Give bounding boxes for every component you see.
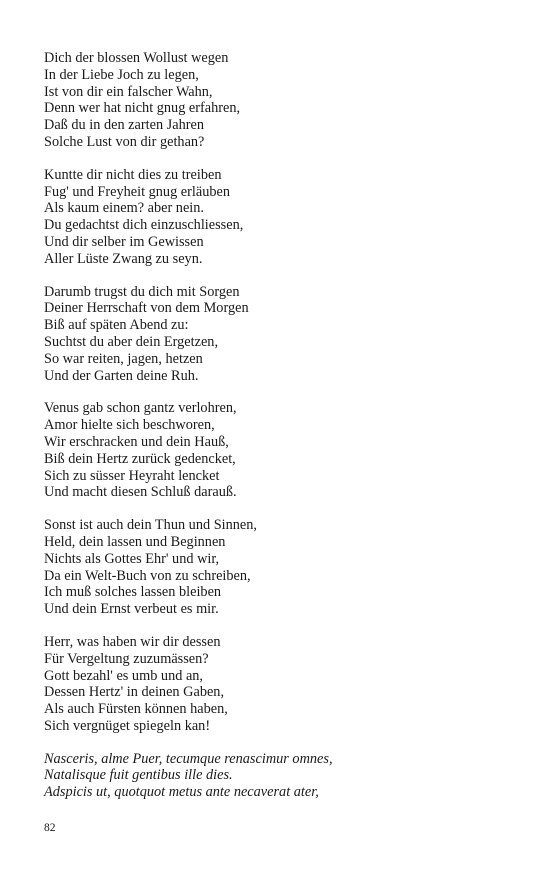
verse-line: Sonst ist auch dein Thun und Sinnen,	[44, 517, 257, 534]
verse-line: Daß du in den zarten Jahren	[44, 117, 204, 134]
verse-line: Herr, was haben wir dir dessen	[44, 633, 221, 650]
verse-line: Amor hielte sich beschworen,	[44, 417, 215, 434]
stanza-4	[44, 400, 514, 501]
verse-line: So war reiten, jagen, hetzen	[44, 350, 203, 367]
latin-verse-line: Adspicis ut, quotquot metus ante necaverat ater,	[44, 784, 319, 801]
verse-line: Darumb trugst du dich mit Sorgen	[44, 283, 240, 300]
verse-line: Dessen Hertz' in deinen Gaben,	[44, 684, 225, 701]
verse-line: Du gedachtst dich einzuschliessen,	[44, 217, 244, 234]
verse-line: Als auch Fürsten können haben,	[44, 701, 228, 718]
verse-line: Kuntte dir nicht dies zu treiben	[44, 166, 222, 183]
verse-line: Venus gab schon gantz verlohren,	[44, 400, 237, 417]
verse-line: Sich vergnüget spiegeln kan!	[44, 717, 211, 734]
stanza-6	[44, 634, 514, 735]
verse-line: Biß dein Hertz zurück gedencket,	[44, 450, 236, 467]
verse-line: Und der Garten deine Ruh.	[44, 367, 199, 384]
verse-line: Nichts als Gottes Ehr' und wir,	[44, 550, 220, 567]
stanza-1	[44, 50, 514, 151]
verse-line: Ich muß solches lassen bleiben	[44, 584, 222, 601]
verse-line: Sich zu süsser Heyraht lencket	[44, 467, 220, 484]
verse-line: Gott bezahl' es umb und an,	[44, 667, 204, 684]
verse-line: Deiner Herrschaft von dem Morgen	[44, 300, 249, 317]
verse-line: Als kaum einem? aber nein.	[44, 200, 204, 217]
verse-line: Und dein Ernst verbeut es mir.	[44, 601, 219, 618]
poem-page	[44, 50, 514, 817]
latin-verse-line: Natalisque fuit gentibus ille dies.	[44, 767, 233, 784]
verse-line: Wir erschracken und dein Hauß,	[44, 433, 229, 450]
stanza-3	[44, 284, 514, 385]
verse-line: Aller Lüste Zwang zu seyn.	[44, 250, 203, 267]
verse-line: Biß auf späten Abend zu:	[44, 317, 189, 334]
latin-stanza	[44, 751, 514, 801]
verse-line: Dich der blossen Wollust wegen	[44, 50, 229, 66]
verse-line: In der Liebe Joch zu legen,	[44, 66, 199, 83]
page-number: 82	[44, 822, 56, 834]
verse-line: Und macht diesen Schluß darauß.	[44, 484, 237, 501]
stanza-5	[44, 517, 514, 618]
latin-verse-line: Nasceris, alme Puer, tecumque renascimur omnes,	[44, 750, 333, 767]
verse-line: Fug' und Freyheit gnug erläuben	[44, 183, 231, 200]
verse-line: Held, dein lassen und Beginnen	[44, 533, 226, 550]
stanza-2	[44, 167, 514, 268]
verse-line: Suchtst du aber dein Ergetzen,	[44, 333, 219, 350]
verse-line: Denn wer hat nicht gnug erfahren,	[44, 100, 241, 117]
verse-line: Ist von dir ein falscher Wahn,	[44, 83, 213, 100]
verse-line: Solche Lust von dir gethan?	[44, 133, 205, 150]
verse-line: Für Vergeltung zuzumässen?	[44, 650, 209, 667]
verse-line: Und dir selber im Gewissen	[44, 233, 204, 250]
verse-line: Da ein Welt-Buch von zu schreiben,	[44, 567, 251, 584]
